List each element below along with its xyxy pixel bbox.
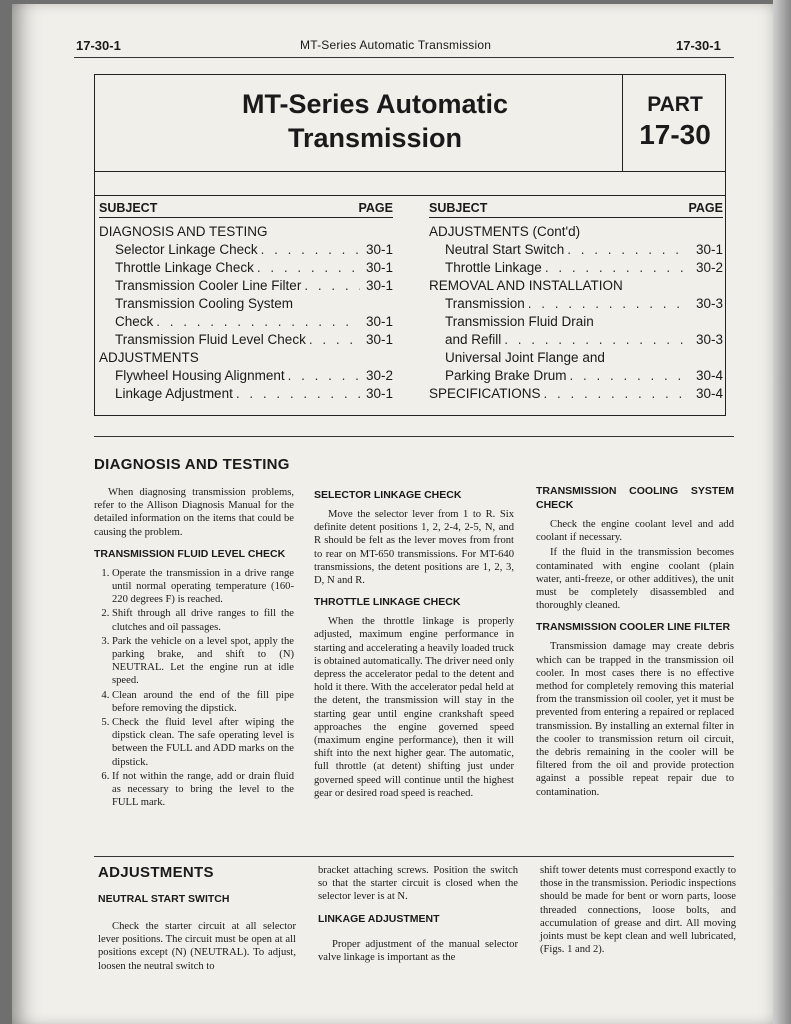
selector-linkage-text: Move the selector lever from 1 to R. Six definite detent positions 1, 2, 2-4, 2-5, N, and R should be felt as the lever moves from front to rear on MT-650 transmissions. For MT-640 transmissions, the detent positions are 1, 2, 3, D, N and R.: [314, 509, 514, 587]
toc-entry-title: Transmission Fluid Drain: [445, 314, 594, 329]
fluid-level-step: 2. Shift through all drive ranges to fill the clutches and oil passages.: [112, 607, 294, 633]
toc-entry-title: Universal Joint Flange and: [445, 350, 605, 365]
page-title-line2: Transmission: [287, 123, 463, 153]
title-rule-lower: [95, 195, 725, 196]
cooling-system-heading: TRANSMISSION COOLING SYSTEM CHECK: [536, 485, 734, 511]
toc-entry-title: Neutral Start Switch: [445, 242, 565, 257]
toc-entry: [99, 296, 393, 314]
toc-entry-title: Parking Brake Drum: [445, 368, 567, 383]
toc-entry-title: ADJUSTMENTS (Cont'd): [429, 224, 581, 239]
toc-left-list: [99, 224, 393, 404]
toc-entry: [429, 224, 723, 242]
toc-dot-leader: [304, 278, 360, 293]
toc-entry-page: 30-2: [365, 368, 393, 383]
toc-right-list: [429, 224, 723, 404]
diagnosis-heading: DIAGNOSIS AND TESTING: [94, 456, 290, 473]
toc-entry: [99, 314, 393, 332]
part-number: 17-30: [639, 119, 711, 150]
toc-entry-page: 30-4: [695, 386, 723, 401]
toc-entry-title: Throttle Linkage Check: [115, 260, 254, 275]
toc-entry-title: ADJUSTMENTS: [99, 350, 199, 365]
selector-linkage-heading: SELECTOR LINKAGE CHECK: [314, 489, 462, 501]
toc-entry-page: 30-3: [695, 296, 723, 311]
toc-right-column: [429, 201, 723, 404]
toc-entry-title: Throttle Linkage: [445, 260, 542, 275]
toc-entry-title: Linkage Adjustment: [115, 386, 233, 401]
running-head-rule: [74, 57, 734, 58]
fluid-level-step: 4. Clean around the end of the fill pipe before removing the dipstick.: [112, 689, 294, 715]
toc-entry-title: REMOVAL AND INSTALLATION: [429, 278, 623, 293]
toc-entry: [429, 242, 723, 260]
running-head-right: 17-30-1: [676, 38, 721, 53]
toc-dot-leader: [528, 296, 690, 311]
toc-entry-title: and Refill: [445, 332, 502, 347]
toc-dot-leader: [567, 242, 690, 257]
toc-entry-title: Selector Linkage Check: [115, 242, 258, 257]
toc-entry-page: 30-4: [695, 368, 723, 383]
title-rule: [95, 171, 725, 172]
toc-dot-leader: [236, 386, 360, 401]
toc-entry-title: Flywheel Housing Alignment: [115, 368, 285, 383]
toc-header: [99, 201, 393, 218]
toc-entry-page: 30-1: [365, 386, 393, 401]
fluid-level-step: 1. Operate the transmission in a drive range until normal operating temperature (160-220 degrees F) is reached.: [112, 567, 294, 607]
neutral-start-text: Check the starter circuit at all selector lever positions. The circuit must be open at all positions except (N) (NEUTRAL). To adjust, loosen the neutral switch to: [98, 921, 296, 972]
toc-entry-page: 30-1: [365, 242, 393, 257]
linkage-adjustment-text-cont: shift tower detents must correspond exactly to those in the transmission. Periodic inspections should be made for bent or worn parts, loose threaded connections, loose bolts, and accumulation of grease and dirt. All moving joints must be kept clean and well lubricated, (Figs. 1 and 2).: [540, 865, 736, 956]
toc-entry: [429, 296, 723, 314]
diagnosis-column-1: [94, 486, 294, 810]
fluid-level-heading: TRANSMISSION FLUID LEVEL CHECK: [94, 547, 286, 560]
toc-entry-title: Transmission Cooling System: [115, 296, 294, 311]
toc-entry-title: DIAGNOSIS AND TESTING: [99, 224, 268, 239]
toc-subject-header: SUBJECT: [429, 201, 488, 215]
fluid-level-step: 3. Park the vehicle on a level spot, apply the parking brake, and shift to (N) NEUTRAL. Let the engine run at idle speed.: [112, 635, 294, 688]
cooling-system-text-1: Check the engine coolant level and add coolant if necessary.: [536, 519, 734, 544]
toc-entry: [429, 260, 723, 278]
toc-left-column: [99, 201, 393, 404]
toc-entry: [429, 350, 723, 368]
toc-entry: [429, 332, 723, 350]
throttle-linkage-heading: THROTTLE LINKAGE CHECK: [314, 596, 461, 609]
linkage-adjustment-heading: LINKAGE ADJUSTMENT: [318, 912, 440, 925]
toc-entry-title: Transmission Cooler Line Filter: [115, 278, 302, 293]
running-head-left: 17-30-1: [76, 38, 121, 53]
toc-dot-leader: [257, 260, 360, 275]
toc-entry-page: 30-1: [365, 332, 393, 347]
toc-entry: [99, 350, 393, 368]
toc-entry: [99, 332, 393, 350]
page-edge-shadow: [773, 0, 791, 1024]
page-title: [165, 87, 585, 155]
toc-entry-page: 30-1: [695, 242, 723, 257]
toc-entry: [99, 224, 393, 242]
toc-entry-title: Transmission: [445, 296, 525, 311]
page-title-line1: MT-Series Automatic: [241, 89, 509, 119]
toc-subject-header: SUBJECT: [99, 201, 158, 215]
cooling-system-text-2: If the fluid in the transmission becomes contaminated with engine coolant (plain water, anti-freeze, or other additives), the unit must be completely disassembled and thoroughly cleaned.: [536, 547, 734, 612]
title-box: [94, 74, 726, 416]
diagnosis-column-2: [314, 484, 514, 802]
toc-entry: [429, 386, 723, 404]
throttle-linkage-text: When the throttle linkage is properly adjusted, maximum engine performance in starting and accelerating a heavily loaded truck is obtained automatically. The driver need only depress the accelerator pedal to the detent and hold it there. With the accelerator pedal held at the detent, the transmission will stay in the starting gear until engine crankshaft speed approaches the engine governed speed (maximum engine performance), then it will shift into the next higher gear. The automatic, full throttle (at detent) shifting just under governed speed will continue until the highest gear or desired road speed is reached.: [314, 616, 515, 799]
toc-entry-title: SPECIFICATIONS: [429, 386, 541, 401]
toc-entry-title: Check: [115, 314, 154, 329]
part-label: PART: [647, 93, 703, 116]
adjustments-column-2: [318, 864, 518, 966]
toc-entry-page: 30-2: [695, 260, 723, 275]
toc-entry: [99, 260, 393, 278]
toc-header: [429, 201, 723, 218]
section-rule: [94, 436, 734, 437]
toc-dot-leader: [261, 242, 360, 257]
adjustments-column-3: [540, 864, 736, 958]
adjustments-column-1: [98, 884, 296, 975]
toc-entry-page: 30-1: [365, 278, 393, 293]
toc-entry-page: 30-3: [695, 332, 723, 347]
cooler-filter-heading: TRANSMISSION COOLER LINE FILTER: [536, 621, 731, 634]
toc-page-header: PAGE: [358, 201, 393, 215]
fluid-level-step: 5. Check the fluid level after wiping the dipstick clean. The safe operating level is between the FULL and ADD marks on the dipstick.: [112, 716, 294, 769]
neutral-start-text-cont: bracket attaching screws. Position the switch so that the starter circuit is closed when the selector lever is at N.: [318, 865, 518, 903]
toc-page-header: PAGE: [688, 201, 723, 215]
toc-entry-page: 30-1: [365, 314, 393, 329]
toc-dot-leader: [309, 332, 360, 347]
running-head-center: MT-Series Automatic Transmission: [300, 38, 492, 52]
adjustments-heading: ADJUSTMENTS: [98, 864, 214, 881]
diagnosis-intro: When diagnosing transmission problems, refer to the Allison Diagnosis Manual for the detailed information on the items that could be causing the problem.: [94, 487, 294, 538]
toc-entry: [429, 314, 723, 332]
toc-entry-page: 30-1: [365, 260, 393, 275]
toc-dot-leader: [570, 368, 690, 383]
cooler-filter-text: Transmission damage may create debris which can be trapped in the transmission oil cooler. In most cases there is no effective method for completely removing this material from the transmission oil cooler, yet it must be prevented from entering a repaired or replaced transmission. By installing an external filter in the cooler to transmission return oil circuit, the debris remaining in the cooler will be filtered from the oil and provide protection against a possible repeat repair due to contamination.: [536, 641, 734, 798]
toc-entry: [429, 278, 723, 296]
section-rule: [94, 856, 734, 857]
fluid-level-step: 6. If not within the range, add or drain fluid as necessary to bring the level to the FULL mark.: [112, 770, 294, 810]
toc-dot-leader: [156, 314, 360, 329]
toc-entry: [99, 278, 393, 296]
diagnosis-column-3: [536, 484, 734, 801]
toc-entry: [99, 386, 393, 404]
toc-dot-leader: [504, 332, 690, 347]
fluid-level-steps: [94, 567, 294, 810]
toc-entry-title: Transmission Fluid Level Check: [115, 332, 306, 347]
linkage-adjustment-text: Proper adjustment of the manual selector valve linkage is important as the: [318, 938, 518, 963]
toc-entry: [99, 368, 393, 386]
toc-dot-leader: [544, 386, 690, 401]
toc-dot-leader: [288, 368, 360, 383]
toc-dot-leader: [545, 260, 690, 275]
neutral-start-heading: NEUTRAL START SWITCH: [98, 893, 230, 905]
toc-entry: [429, 368, 723, 386]
toc-entry: [99, 242, 393, 260]
